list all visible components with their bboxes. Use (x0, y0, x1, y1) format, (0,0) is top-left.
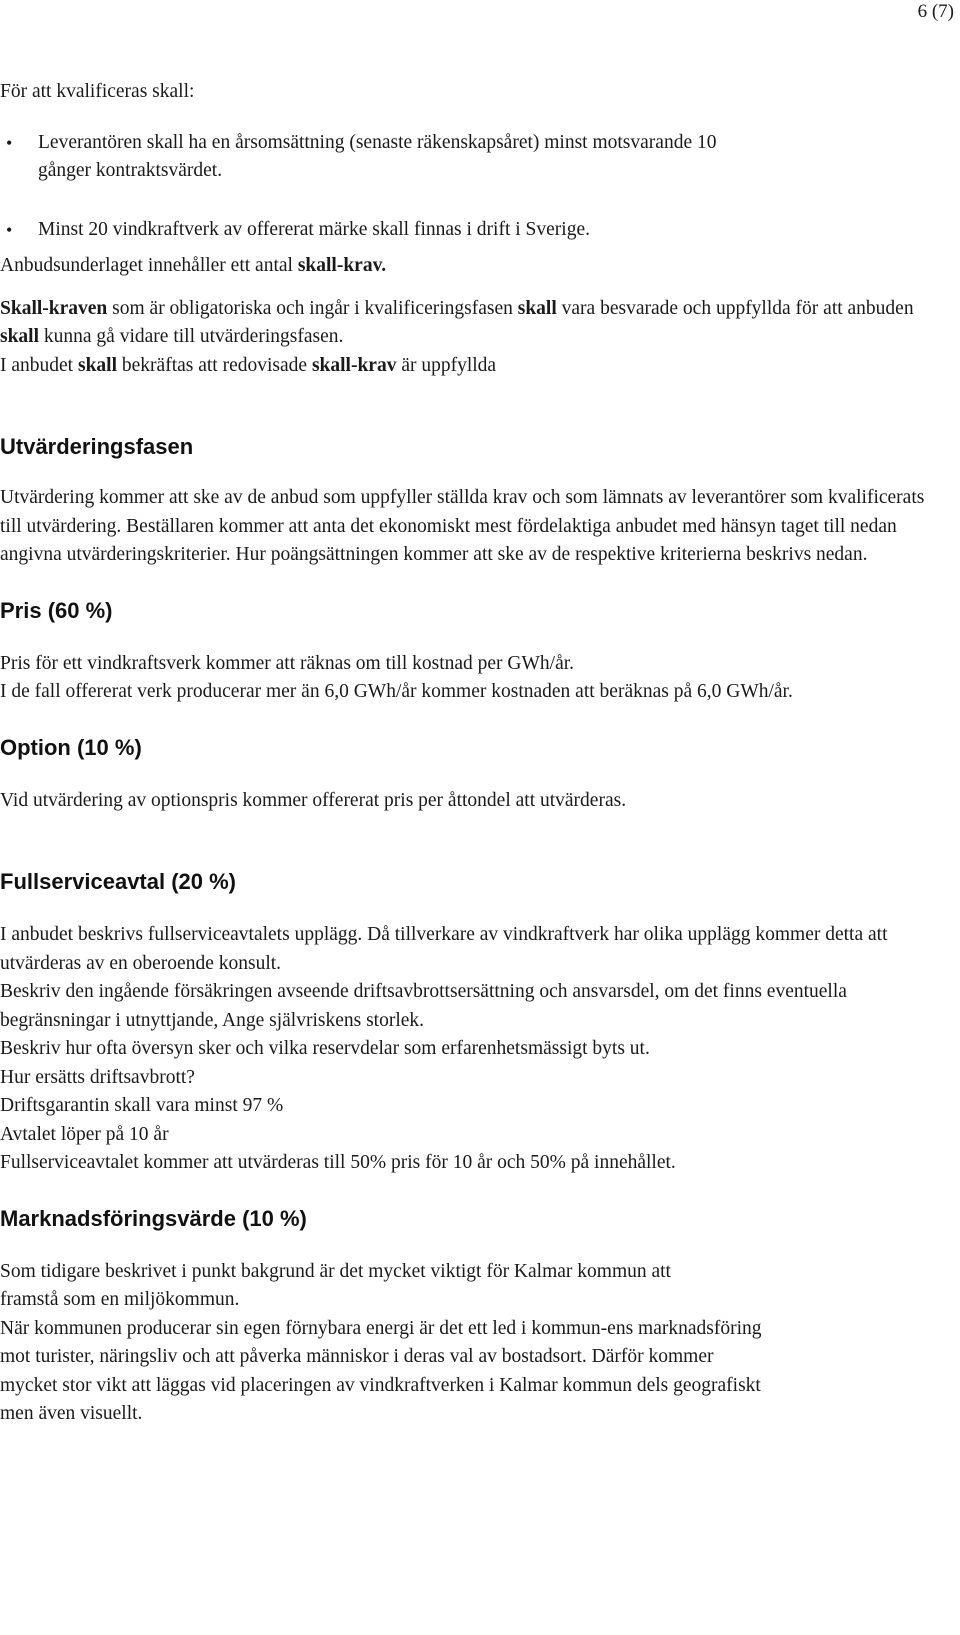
list-item-text: Minst 20 vindkraftverk av offererat märke skall finnas i drift i Sverige. (38, 218, 590, 240)
text-span: I anbudet (0, 354, 78, 376)
list-item (0, 216, 950, 245)
bullet-icon: • (6, 132, 13, 153)
list-item-text: Leverantören skall ha en årsomsättning (senaste räkenskapsåret) minst motsvarande 10 gånger kontraktsvärdet. (38, 131, 717, 181)
heading-marknadsforingsvarde: Marknadsföringsvärde (10 %) (0, 1205, 307, 1231)
bullet-icon: • (6, 219, 13, 240)
page-number: 6 (7) (917, 1, 954, 22)
paragraph-marknad-1: Som tidigare beskrivet i punkt bakgrund är det mycket viktigt för Kalmar kommun att framstå som en miljökommun. (0, 1260, 671, 1310)
heading-pris: Pris (60 %) (0, 597, 113, 623)
paragraph-pris-1: Pris för ett vindkraftsverk kommer att räknas om till kostnad per GWh/år. (0, 652, 575, 674)
bold-text: skall (0, 326, 40, 347)
paragraph-fullservice-2: Beskriv den ingående försäkringen avseende driftsavbrottsersättning och ansvarsdel, om det finns eventuella begränsningar i utnyttjande, Ange självriskens storlek. (0, 981, 847, 1031)
heading-fullserviceavtal: Fullserviceavtal (20 %) (0, 869, 237, 894)
text-span: som är obligatoriska och ingår i kvalificeringsfasen (107, 297, 518, 319)
paragraph-fullservice-5: Driftsgarantin skall vara minst 97 % (0, 1095, 284, 1116)
text-span: Anbudsunderlaget innehåller ett antal (0, 255, 298, 276)
paragraph-fullservice-4: Hur ersätts driftsavbrott? (0, 1066, 195, 1088)
paragraph-fullservice-3: Beskriv hur ofta översyn sker och vilka reservdelar som erfarenhetsmässigt byts ut. (0, 1038, 650, 1059)
heading-utvarderingsfasen: Utvärderingsfasen (0, 434, 194, 459)
qualify-intro: För att kvalificeras skall: (0, 81, 195, 102)
paragraph-fullservice-7: Fullserviceavtalet kommer att utvärderas till 50% pris för 10 år och 50% på innehållet. (0, 1152, 676, 1173)
heading-option: Option (10 %) (0, 734, 142, 760)
bold-text: skall-krav. (297, 255, 387, 276)
paragraph-skall-kraven (0, 295, 950, 352)
text-span: kunna gå vidare till utvärderingsfasen. (39, 326, 344, 347)
paragraph-fullservice-1: I anbudet beskrivs fullserviceavtalets upplägg. Då tillverkare av vindkraftverk har olika upplägg kommer detta att utvärderas av en oberoende konsult. (0, 924, 888, 974)
bold-text: skall (77, 354, 118, 376)
text-span: är uppfyllda (396, 354, 497, 376)
paragraph-fullservice-6: Avtalet löper på 10 år (0, 1123, 169, 1145)
paragraph-marknad-2: När kommunen producerar sin egen förnybara energi är det ett led i kommun-ens marknadsföring mot turister, näringsliv och att påverka människor i deras val av bostadsort. Därför kommer mycket stor vikt att läggas vid placeringen av vindkraftverken i Kalmar kommun dels geografiskt men även visuellt. (0, 1317, 762, 1424)
paragraph-bekraftas (0, 352, 950, 381)
document-body (0, 78, 950, 1429)
paragraph-skall-krav (0, 252, 950, 281)
bold-text: Skall-kraven (0, 297, 108, 319)
paragraph-utvardering: Utvärdering kommer att ske av de anbud som uppfyller ställda krav och som lämnats av leverantörer som kvalificerats till utvärdering. Beställaren kommer att anta det ekonomiskt mest fördelaktiga anbudet med hänsyn taget till nedan angivna utvärderingskriterier. Hur poängsättningen kommer att ske av de respektive kriterierna beskrivs nedan. (0, 487, 925, 565)
list-item (0, 129, 738, 186)
qualify-list (0, 129, 950, 245)
text-span: bekräftas att redovisade (117, 354, 312, 376)
text-span: vara besvarade och uppfyllda för att anbuden (556, 297, 914, 319)
bold-text: skall-krav (311, 354, 397, 376)
paragraph-pris-2: I de fall offererat verk producerar mer än 6,0 GWh/år kommer kostnaden att beräknas på 6,0 GWh/år. (0, 681, 793, 702)
paragraph-option: Vid utvärdering av optionspris kommer offererat pris per åttondel att utvärderas. (0, 789, 627, 811)
bold-text: skall (517, 297, 557, 319)
